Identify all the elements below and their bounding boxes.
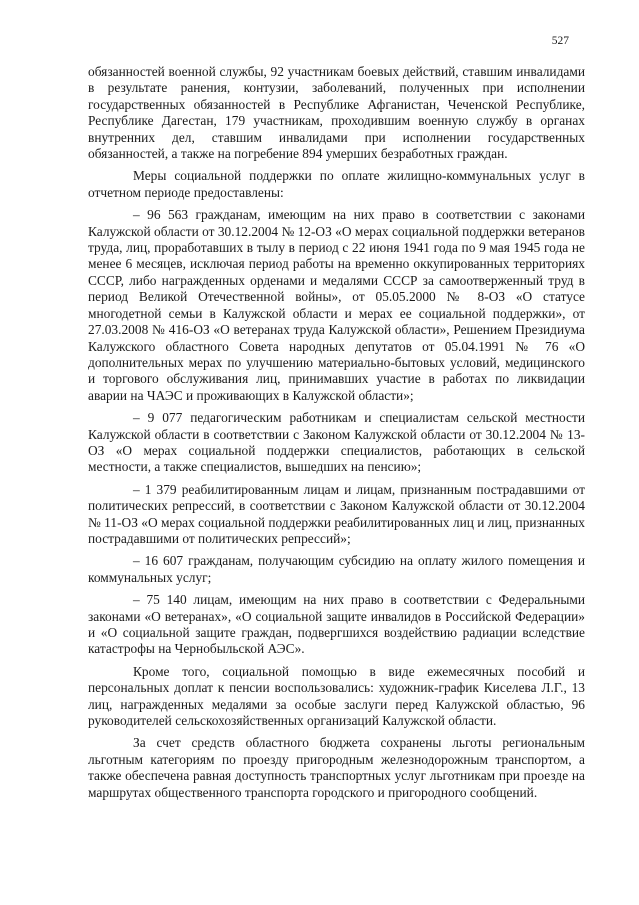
- paragraph-7: – 75 140 лицам, имеющим на них право в соответствии с Федеральными законами «О ветеранах», «О социальной защите инвалидов в Российской Федерации» и «О социальной защите граждан, подвергшихся воздействию радиации вследствие катастрофы на Чернобыльской АЭС».: [88, 592, 585, 657]
- paragraph-6: – 16 607 гражданам, получающим субсидию на оплату жилого помещения и коммунальных услуг;: [88, 553, 585, 585]
- paragraph-1: обязанностей военной службы, 92 участникам боевых действий, ставшим инвалидами в результате ранения, контузии, заболеваний, полученных при исполнении государственных обязанностей в Республике Афганистан, Чеченской Республике, Республике Дагестан, 179 участникам, проходившим военную службу в органах внутренних дел, ставшим инвалидами при исполнении государственных обязанностей, а также на погребение 894 умерших безработных граждан.: [88, 64, 585, 162]
- paragraph-9: За счет средств областного бюджета сохранены льготы региональным льготным категориям по проезду пригородным железнодорожным транспортом, а также обеспечена равная доступность транспортных услуг льготникам при проезде на маршрутах общественного транспорта городского и пригородного сообщений.: [88, 735, 585, 800]
- page-number: 527: [551, 35, 569, 47]
- paragraph-4: – 9 077 педагогическим работникам и специалистам сельской местности Калужской области в соответствии с Законом Калужской области от 30.12.2004 № 13-ОЗ «О мерах социальной поддержки специалистов, работающих в сельской местности, а также специалистов, вышедших на пенсию»;: [88, 410, 585, 475]
- paragraph-8: Кроме того, социальной помощью в виде ежемесячных пособий и персональных доплат к пенсии воспользовались: художник-график Киселева Л.Г., 13 лиц, награжденных медалями за особые заслуги перед Калужской областью, 96 руководителей сельскохозяйственных организаций Калужской области.: [88, 663, 585, 729]
- paragraph-2: Меры социальной поддержки по оплате жилищно-коммунальных услуг в отчетном периоде предоставлены:: [88, 168, 585, 200]
- paragraph-5: – 1 379 реабилитированным лицам и лицам, признанным пострадавшими от политических репрессий, в соответствии с Законом Калужской области от 30.12.2004 № 11-ОЗ «О мерах социальной поддержки реабилитированных лиц и лиц, признанных пострадавшими от политических репрессий»;: [88, 481, 585, 546]
- paragraph-3: – 96 563 гражданам, имеющим на них право в соответствии с законами Калужской области от 30.12.2004 № 12-ОЗ «О мерах социальной поддержки ветеранов труда, лиц, проработавших в тылу в период с 22 июня 1941 года по 9 мая 1945 года не менее 6 месяцев, исключая период работы на временно оккупированных территориях СССР, либо награжденных орденами и медалями СССР за самоотверженный труд в период Великой Отечественной войны», от 05.05.2000 № 8-ОЗ «О статусе многодетной семьи в Калужской области и мерах ее социальной поддержки», от 27.03.2008 № 416-ОЗ «О ветеранах труда Калужской области», Решением Президиума Калужского областного Совета народных депутатов от 05.04.1991 № 76 «О дополнительных мерах по улучшению материально-бытовых условий, медицинского и торгового обслуживания лиц, принимавших участие в работах по ликвидации аварии на ЧАЭС и проживающих в Калужской области»;: [88, 207, 585, 403]
- document-body: [88, 64, 585, 801]
